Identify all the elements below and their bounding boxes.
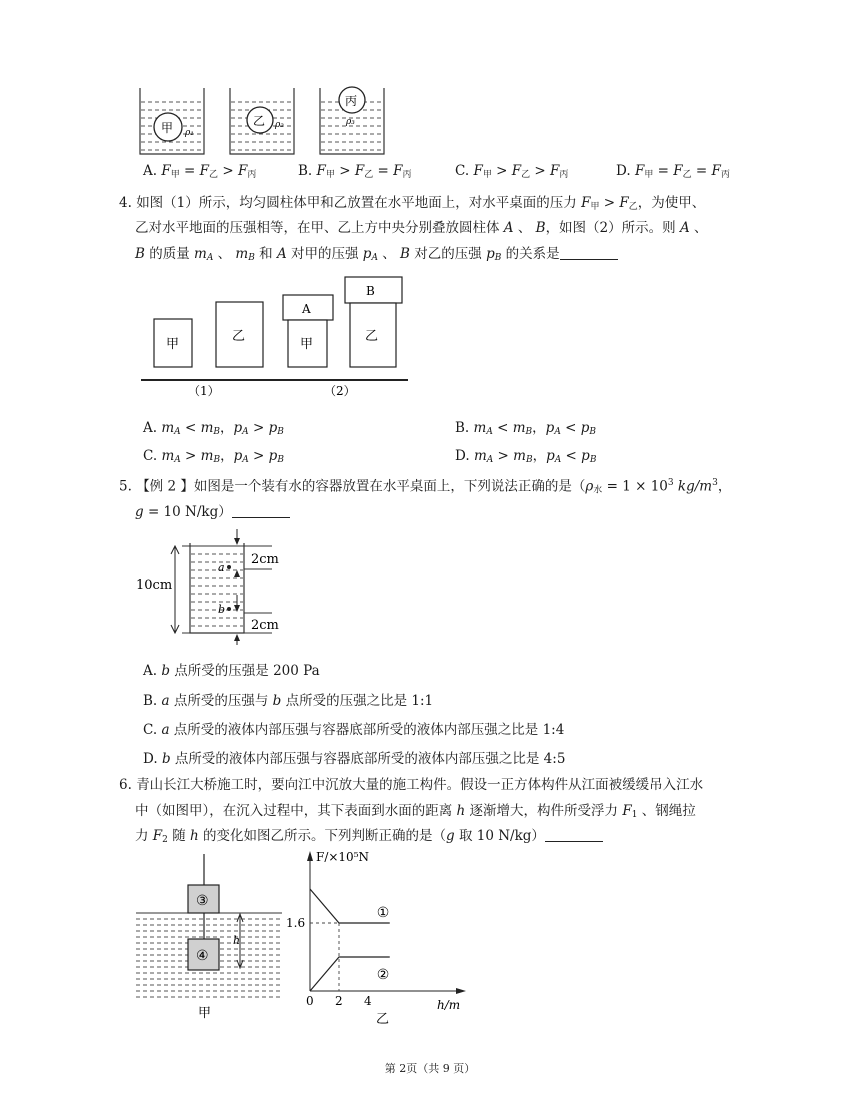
q3-option-d[interactable]: D. $F_甲 = F_乙 = F_丙$ [616, 163, 730, 180]
q5-container-figure [132, 527, 302, 652]
q5-answer-blank[interactable] [232, 503, 290, 518]
q6-line1: 6. 青山长江大桥施工时，要向江中沉放大量的施工构件。假设一正方体构件从江面被缓缓吊入江水 [119, 777, 704, 793]
q3-option-c[interactable]: C. $F_甲 > F_乙 > F_丙$ [455, 163, 569, 180]
y-tick-label: 1.6 [286, 916, 306, 930]
caption-2: （2） [324, 384, 356, 398]
q4-line3: B 的质量 $m_A$ 、 $m_B$ 和 A 对甲的压强 $p_A$ 、 B 对乙的压强 $p_B$ 的关系是 [135, 244, 618, 268]
x-tick-label: 2 [335, 994, 343, 1008]
x-axis-arrow [456, 988, 466, 994]
series-label-1: ① [376, 905, 390, 921]
y-axis-arrow [307, 851, 313, 861]
point-b [227, 607, 231, 611]
point-b-label: b [218, 603, 226, 616]
q4-line1: 4. 如图（1）所示，均匀圆柱体甲和乙放置在水平地面上，对水平桌面的压力 $F_甲 > F_乙$，为使甲、 [119, 195, 706, 212]
q3-beakers-figure [132, 80, 382, 160]
q5-option-a[interactable]: A. b 点所受的压强是 200 Pa [143, 663, 320, 679]
q3-option-b[interactable]: B. $F_甲 > F_乙 = F_丙$ [298, 163, 412, 180]
label-yi-1: 乙 [232, 329, 246, 344]
x-tick-label: 4 [364, 994, 372, 1008]
label-top-2cm: 2cm [251, 552, 279, 567]
label-jia: 甲 [161, 121, 174, 135]
q6-figure-jia [132, 852, 292, 1024]
point-a-label: a [218, 561, 225, 574]
label-block-3: ③ [196, 893, 209, 909]
q5-line2: g = 10 N/kg） [135, 502, 290, 522]
q4-line2: 乙对水平地面的压强相等，在甲、乙上方中央分别叠放圆柱体 A 、 B，如图（2）所示。则 A 、 [135, 220, 708, 236]
point-a [227, 565, 231, 569]
q6-line3: 力 $F_2$ 随 h 的变化如图乙所示。下列判断正确的是（g 取 10 N/kg） [135, 826, 603, 850]
label-yi-2: 乙 [365, 329, 379, 344]
caption-yi: 乙 [376, 1012, 390, 1027]
label-10cm: 10cm [136, 578, 173, 593]
caption-jia: 甲 [198, 1006, 212, 1021]
label-yi: 乙 [253, 114, 266, 128]
rho1-label: ρ₁ [185, 128, 194, 138]
q5-option-b[interactable]: B. a 点所受的压强与 b 点所受的压强之比是 1:1 [143, 693, 434, 709]
series-label-2: ② [376, 967, 390, 983]
label-jia-2: 甲 [300, 337, 314, 352]
label-bottom-2cm: 2cm [251, 618, 279, 633]
y-axis-label: F/×10⁵N [316, 850, 370, 864]
q4-answer-blank[interactable] [560, 245, 618, 260]
label-h: h [233, 934, 241, 947]
q4-cylinders-figure [136, 275, 416, 400]
label-jia-1: 甲 [166, 337, 180, 352]
q4-option-a[interactable]: A. $m_A < m_B$，$p_A > p_B$ [143, 420, 284, 437]
q4-option-d[interactable]: D. $m_A > m_B$，$p_A < p_B$ [455, 448, 597, 465]
rho3-label: ρ₃ [346, 117, 355, 127]
q3-option-a[interactable]: A. $F_甲 = F_乙 > F_丙$ [143, 163, 257, 180]
q5-option-d[interactable]: D. b 点所受的液体内部压强与容器底部所受的液体内部压强之比是 4:5 [143, 751, 566, 767]
label-block-4: ④ [196, 948, 209, 964]
q5-line1: 5. 【例 2 】如图是一个装有水的容器放置在水平桌面上，下列说法正确的是（$\rho_水 = 1 \times 10^3$ $kg/m^3$， [119, 478, 732, 496]
rho2-label: ρ₂ [275, 120, 284, 130]
page-footer: 第 2页（共 9 页） [384, 1062, 476, 1075]
x-axis-label: h/m [437, 998, 461, 1012]
x-tick-label: 0 [306, 994, 314, 1008]
q6-force-chart [286, 843, 472, 1028]
q6-line2: 中（如图甲），在沉入过程中，其下表面到水面的距离 h 逐渐增大，构件所受浮力 $F_1$ 、钢绳拉 [135, 803, 696, 820]
container-walls [190, 543, 244, 633]
caption-1: （1） [188, 384, 220, 398]
q4-option-b[interactable]: B. $m_A < m_B$，$p_A < p_B$ [455, 420, 597, 437]
label-bing: 丙 [345, 94, 358, 108]
q4-option-c[interactable]: C. $m_A > m_B$，$p_A > p_B$ [143, 448, 284, 465]
label-a: A [302, 302, 311, 316]
q5-option-c[interactable]: C. a 点所受的液体内部压强与容器底部所受的液体内部压强之比是 1:4 [143, 722, 565, 738]
label-b: B [366, 284, 375, 298]
q6-answer-blank[interactable] [545, 827, 603, 842]
